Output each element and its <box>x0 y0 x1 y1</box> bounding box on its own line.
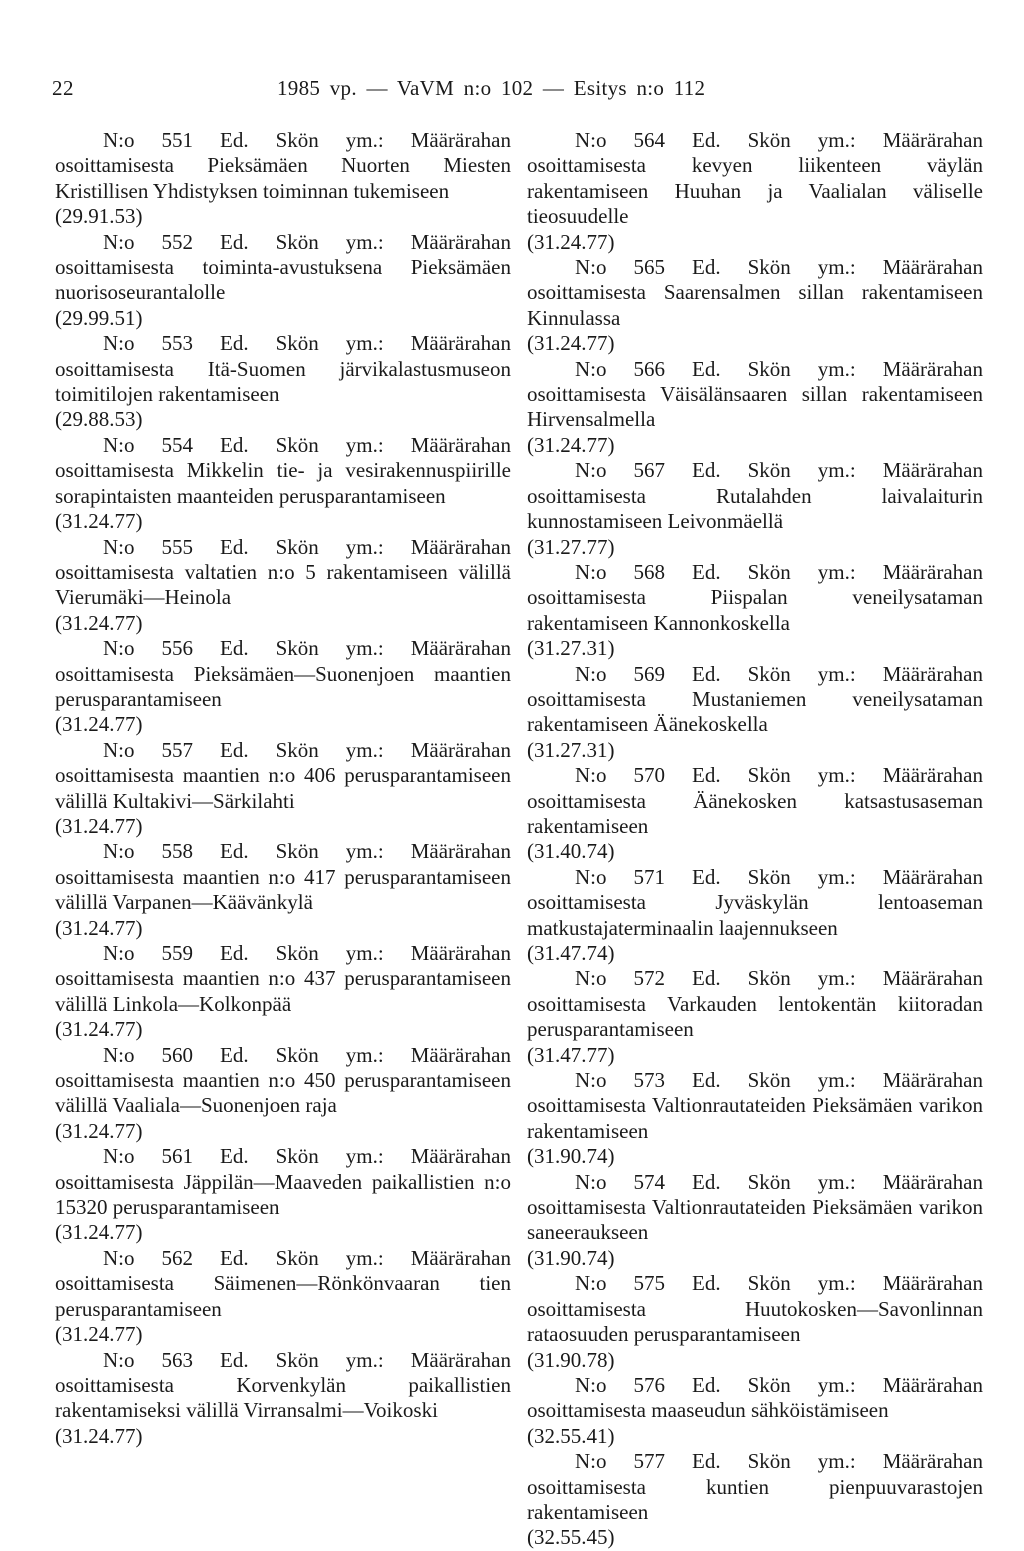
budget-code: (31.27.77) <box>527 534 615 559</box>
motion-text: N:o 554 Ed. Skön ym.: Määrärahan osoittamisesta Mikkelin tie- ja vesirakennuspiirille sorapintaisten maanteiden perusparantamiseen <box>55 432 511 508</box>
motion-text: N:o 564 Ed. Skön ym.: Määrärahan osoittamisesta kevyen liikenteen väylän rakentamiseen Huuhan ja Vaalialan väliselle tieosuudelle <box>527 128 983 229</box>
budget-code: (31.24.77) <box>55 1118 143 1143</box>
motion-text: N:o 556 Ed. Skön ym.: Määrärahan osoittamisesta Pieksämäen—Suonenjoen maantien perusparantamiseen <box>55 636 511 711</box>
budget-code: (29.91.53) <box>55 204 143 229</box>
budget-code: (31.24.77) <box>527 331 615 356</box>
motion-entry <box>55 839 511 941</box>
motion-entry <box>55 738 511 840</box>
motion-text: N:o 555 Ed. Skön ym.: Määrärahan osoittamisesta valtatien n:o 5 rakentamiseen välillä Vierumäki—Heinola <box>55 534 511 610</box>
motion-entry <box>527 1068 983 1170</box>
motion-text: N:o 572 Ed. Skön ym.: Määrärahan osoittamisesta Varkauden lentokentän kiitoradan perusparantamiseen <box>527 966 983 1042</box>
motion-entry <box>55 1348 511 1450</box>
motion-entry <box>527 662 983 764</box>
motion-text: N:o 562 Ed. Skön ym.: Määrärahan osoittamisesta Säimenen—Rönkönvaaran tien perusparantamiseen <box>55 1245 511 1321</box>
budget-code: (31.24.77) <box>55 813 143 838</box>
budget-code: (31.24.77) <box>55 1220 143 1245</box>
budget-code: (31.24.77) <box>55 509 143 534</box>
budget-code: (31.24.77) <box>55 1423 143 1448</box>
budget-code: (31.24.77) <box>55 915 143 940</box>
motion-text: N:o 571 Ed. Skön ym.: Määrärahan osoittamisesta Jyväskylän lentoaseman matkustajaterminaalin laajennukseen <box>527 864 983 940</box>
motion-text: N:o 565 Ed. Skön ym.: Määrärahan osoittamisesta Saarensalmen sillan rakentamiseen Kinnulassa <box>527 255 983 330</box>
budget-code: (31.24.77) <box>527 229 615 254</box>
motion-entry <box>55 433 511 535</box>
motion-text: N:o 577 Ed. Skön ym.: Määrärahan osoittamisesta kuntien pienpuuvarastojen rakentamiseen <box>527 1449 983 1524</box>
motion-entry <box>55 1043 511 1145</box>
budget-code: (31.90.74) <box>527 1144 615 1169</box>
motion-entry <box>527 560 983 662</box>
motion-entry <box>55 128 511 230</box>
motion-entry <box>527 966 983 1068</box>
motion-entry <box>55 1144 511 1246</box>
motion-text: N:o 553 Ed. Skön ym.: Määrärahan osoittamisesta Itä-Suomen järvikalastusmuseon toimitilojen rakentamiseen <box>55 331 511 407</box>
motion-text: N:o 561 Ed. Skön ym.: Määrärahan osoittamisesta Jäppilän—Maaveden paikallistien n:o 15320 perusparantamiseen <box>55 1144 511 1220</box>
budget-code: (31.24.77) <box>55 1017 143 1042</box>
budget-code: (31.27.31) <box>527 636 615 661</box>
motion-entry <box>527 357 983 459</box>
motion-text: N:o 569 Ed. Skön ym.: Määrärahan osoittamisesta Mustaniemen veneilysataman rakentamiseen Äänekoskella <box>527 661 983 737</box>
motion-text: N:o 573 Ed. Skön ym.: Määrärahan osoittamisesta Valtionrautateiden Pieksämäen varikon rakentamiseen <box>527 1068 983 1143</box>
budget-code: (29.88.53) <box>55 407 143 432</box>
budget-code: (32.55.41) <box>527 1423 615 1448</box>
motion-entry <box>527 255 983 357</box>
budget-code: (31.24.77) <box>55 712 143 737</box>
motion-entry <box>527 128 983 255</box>
motion-entry <box>55 636 511 738</box>
page-header <box>0 76 1024 106</box>
page-number: 22 <box>52 76 74 100</box>
motion-text: N:o 576 Ed. Skön ym.: Määrärahan osoittamisesta maaseudun sähköistämiseen <box>527 1372 983 1423</box>
budget-code: (29.99.51) <box>55 305 143 330</box>
motion-entry <box>527 1449 983 1551</box>
motion-text: N:o 557 Ed. Skön ym.: Määrärahan osoittamisesta maantien n:o 406 perusparantamiseen välillä Kultakivi—Särkilahti <box>55 737 511 813</box>
motion-entry <box>55 535 511 637</box>
motion-text: N:o 568 Ed. Skön ym.: Määrärahan osoittamisesta Piispalan veneilysataman rakentamiseen Kannonkoskella <box>527 559 983 635</box>
budget-code: (31.27.31) <box>527 737 615 762</box>
budget-code: (31.24.77) <box>55 1322 143 1347</box>
motion-entry <box>55 230 511 332</box>
motion-text: N:o 575 Ed. Skön ym.: Määrärahan osoittamisesta Huutokosken—Savonlinnan rataosuuden perusparantamiseen <box>527 1271 983 1347</box>
motion-text: N:o 552 Ed. Skön ym.: Määrärahan osoittamisesta toiminta-avustuksena Pieksämäen nuorisoseurantalolle <box>55 229 511 305</box>
motion-text: N:o 574 Ed. Skön ym.: Määrärahan osoittamisesta Valtionrautateiden Pieksämäen varikon saneeraukseen <box>527 1169 983 1245</box>
motion-entry <box>55 941 511 1043</box>
motion-entry <box>55 1246 511 1348</box>
budget-code: (31.47.74) <box>527 941 615 965</box>
budget-code: (31.90.74) <box>527 1245 615 1270</box>
motion-text: N:o 559 Ed. Skön ym.: Määrärahan osoittamisesta maantien n:o 437 perusparantamiseen välillä Linkola—Kolkonpää <box>55 941 511 1016</box>
right-column <box>527 128 983 1551</box>
motion-text: N:o 570 Ed. Skön ym.: Määrärahan osoittamisesta Äänekosken katsastusaseman rakentamiseen <box>527 763 983 838</box>
motion-text: N:o 560 Ed. Skön ym.: Määrärahan osoittamisesta maantien n:o 450 perusparantamiseen välillä Vaaliala—Suonenjoen raja <box>55 1042 511 1118</box>
budget-code: (31.40.74) <box>527 839 615 864</box>
motion-entry <box>527 1271 983 1373</box>
motion-entry <box>527 865 983 967</box>
left-column <box>55 128 511 1449</box>
motion-text: N:o 551 Ed. Skön ym.: Määrärahan osoittamisesta Pieksämäen Nuorten Miesten Kristillisen Yhdistyksen toiminnan tukemiseen <box>55 128 511 203</box>
budget-code: (32.55.45) <box>527 1525 615 1550</box>
budget-code: (31.24.77) <box>527 432 615 457</box>
motion-text: N:o 566 Ed. Skön ym.: Määrärahan osoittamisesta Väisälänsaaren sillan rakentamiseen Hirvensalmella <box>527 356 983 432</box>
motion-entry <box>527 458 983 560</box>
motion-entry <box>527 1373 983 1449</box>
motion-text: N:o 558 Ed. Skön ym.: Määrärahan osoittamisesta maantien n:o 417 perusparantamiseen välillä Varpanen—Käävänkylä <box>55 839 511 915</box>
budget-code: (31.47.77) <box>527 1042 615 1067</box>
motion-entry <box>527 763 983 865</box>
motion-text: N:o 563 Ed. Skön ym.: Määrärahan osoittamisesta Korvenkylän paikallistien rakentamiseksi välillä Virransalmi—Voikoski <box>55 1347 511 1423</box>
budget-code: (31.90.78) <box>527 1347 615 1372</box>
budget-code: (31.24.77) <box>55 610 143 635</box>
running-title: 1985 vp. — VaVM n:o 102 — Esitys n:o 112 <box>277 76 706 100</box>
motion-entry <box>55 331 511 433</box>
motion-entry <box>527 1170 983 1272</box>
motion-text: N:o 567 Ed. Skön ym.: Määrärahan osoittamisesta Rutalahden laivalaiturin kunnostamiseen Leivonmäellä <box>527 458 983 534</box>
